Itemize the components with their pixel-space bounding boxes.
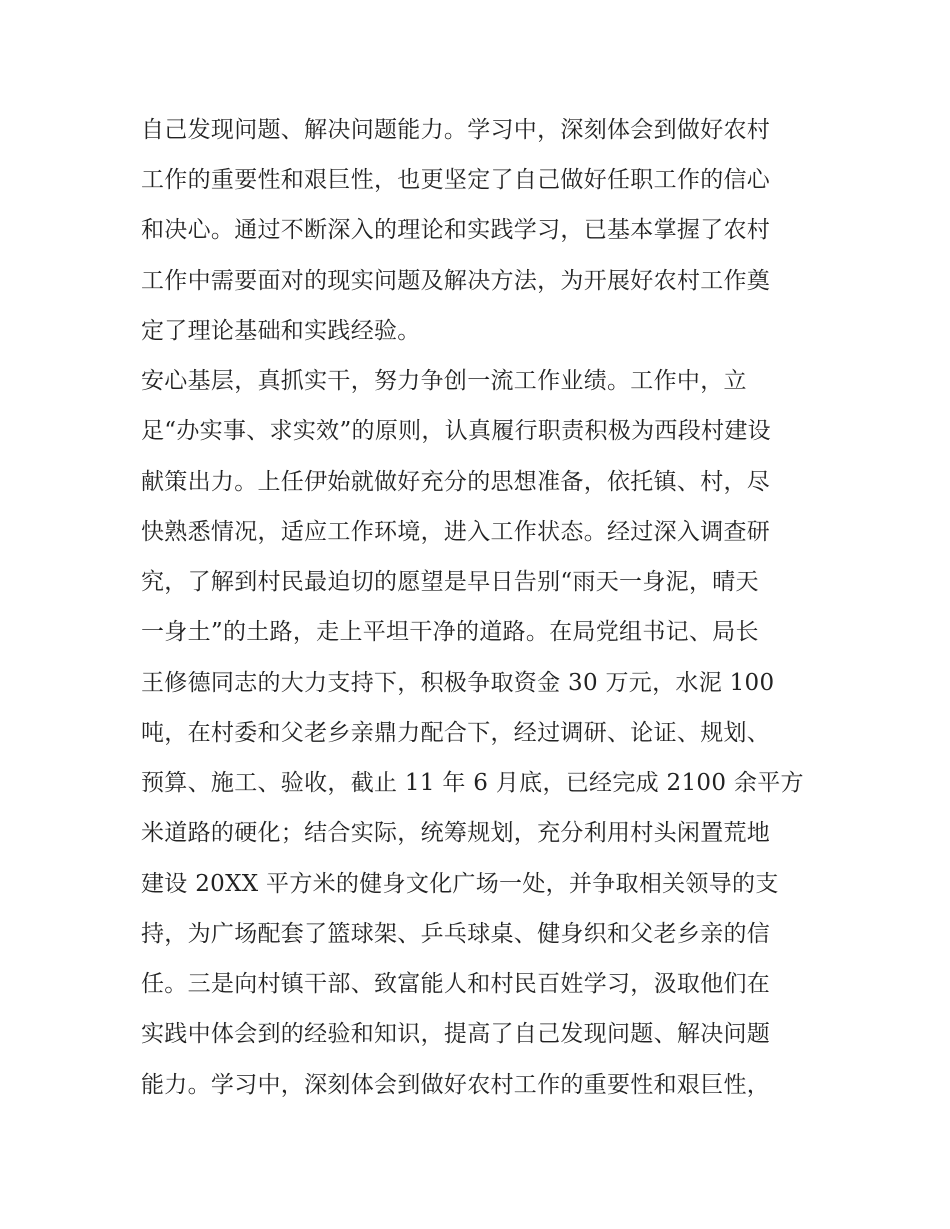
text-line: 和决心。通过不断深入的理论和实践学习，已基本掌握了农村: [141, 217, 771, 243]
text-line: 持，为广场配套了篮球架、乒乓球桌、健身织和父老乡亲的信: [141, 921, 771, 947]
text-line: 米道路的硬化；结合实际，统筹规划，充分利用村头闲置荒地: [141, 820, 771, 846]
text-line: 安心基层，真抓实干，努力争创一流工作业绩。工作中，立: [141, 368, 747, 394]
text-line: 一身土”的土路，走上平坦干净的道路。在局党组书记、局长: [141, 619, 759, 645]
text-line: 快熟悉情况，适应工作环境，进入工作状态。经过深入调查研: [141, 519, 771, 545]
text-line: 能力。学习中，深刻体会到做好农村工作的重要性和艰巨性，: [141, 1072, 771, 1098]
text-line: 建设 20XX 平方米的健身文化广场一处，并争取相关领导的支: [141, 871, 779, 897]
text-line: 王修德同志的大力支持下，积极争取资金 30 万元，水泥 100: [141, 670, 775, 696]
text-line: 任。三是向村镇干部、致富能人和村民百姓学习，汲取他们在: [141, 971, 771, 997]
text-line: 实践中体会到的经验和知识，提高了自己发现问题、解决问题: [141, 1021, 771, 1047]
text-line: 自己发现问题、解决问题能力。学习中，深刻体会到做好农村: [141, 117, 771, 143]
text-line: 吨，在村委和父老乡亲鼎力配合下，经过调研、论证、规划、: [141, 720, 771, 746]
text-line: 究，了解到村民最迫切的愿望是早日告别“雨天一身泥，晴天: [141, 569, 759, 595]
text-line: 献策出力。上任伊始就做好充分的思想准备，依托镇、村，尽: [141, 469, 771, 495]
text-line: 工作的重要性和艰巨性，也更坚定了自己做好任职工作的信心: [141, 167, 771, 193]
text-line: 定了理论基础和实践经验。: [141, 318, 421, 344]
text-line: 足“办实事、求实效”的原则，认真履行职责积极为西段村建设: [141, 418, 771, 444]
text-line: 工作中需要面对的现实问题及解决方法，为开展好农村工作奠: [141, 268, 771, 294]
text-line: 预算、施工、验收，截止 11 年 6 月底，已经完成 2100 余平方: [141, 770, 804, 796]
